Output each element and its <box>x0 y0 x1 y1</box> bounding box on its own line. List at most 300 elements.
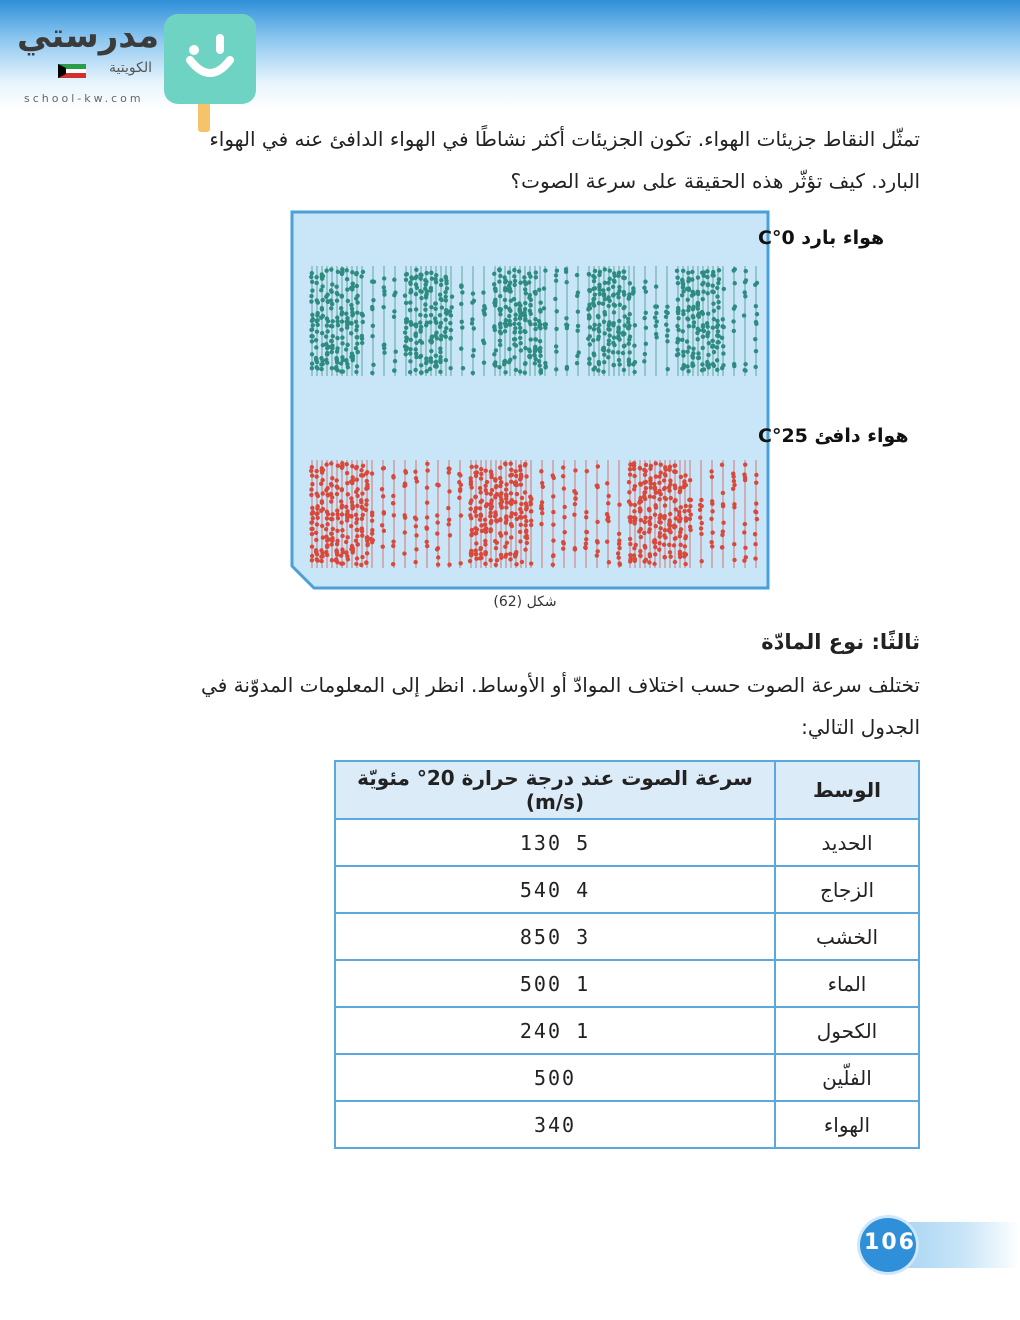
medium-cell: الفلّين <box>775 1054 919 1101</box>
molecule-dot <box>606 287 610 291</box>
molecule-dot <box>534 275 538 279</box>
molecule-dot <box>685 364 689 368</box>
molecule-dot <box>662 555 666 559</box>
molecule-dot <box>497 365 501 369</box>
molecule-dot <box>675 324 679 328</box>
molecule-dot <box>617 362 621 366</box>
molecule-dot <box>616 330 620 334</box>
molecule-dot <box>330 512 334 516</box>
molecule-dot <box>754 480 758 484</box>
molecule-dot <box>459 483 463 487</box>
molecule-dot <box>617 538 621 542</box>
molecule-dot <box>753 532 757 536</box>
molecule-dot <box>382 350 386 354</box>
molecule-dot <box>721 491 725 495</box>
molecule-dot <box>743 463 747 467</box>
molecule-dot <box>438 293 442 297</box>
molecule-dot <box>488 558 492 562</box>
molecule-dot <box>517 301 521 305</box>
molecule-dot <box>669 496 673 500</box>
molecule-dot <box>524 474 528 478</box>
molecule-dot <box>702 329 706 333</box>
molecule-dot <box>680 293 684 297</box>
molecule-dot <box>435 513 439 517</box>
molecule-dot <box>591 338 595 342</box>
molecule-dot <box>493 494 497 498</box>
molecule-dot <box>680 338 684 342</box>
molecule-dot <box>753 542 757 546</box>
molecule-dot <box>309 469 313 473</box>
molecule-dot <box>622 344 626 348</box>
molecule-dot <box>612 302 616 306</box>
molecule-dot <box>435 547 439 551</box>
molecule-dot <box>662 487 666 491</box>
molecule-dot <box>616 325 620 329</box>
molecule-dot <box>608 333 612 337</box>
molecule-dot <box>508 557 512 561</box>
molecule-dot <box>478 547 482 551</box>
molecule-dot <box>699 498 703 502</box>
molecule-dot <box>700 362 704 366</box>
molecule-dot <box>518 464 522 468</box>
molecule-dot <box>659 462 663 466</box>
molecule-dot <box>310 554 314 558</box>
molecule-dot <box>481 290 485 294</box>
molecule-dot <box>335 315 339 319</box>
molecule-dot <box>654 311 658 315</box>
molecule-dot <box>681 309 685 313</box>
molecule-dot <box>597 288 601 292</box>
molecule-dot <box>310 544 314 548</box>
molecule-dot <box>355 494 359 498</box>
molecule-dot <box>392 369 396 373</box>
molecule-dot <box>587 357 591 361</box>
molecule-dot <box>648 554 652 558</box>
molecule-dot <box>733 267 737 271</box>
molecule-dot <box>709 469 713 473</box>
molecule-dot <box>513 313 517 317</box>
molecule-dot <box>360 341 364 345</box>
molecule-dot <box>429 313 433 317</box>
molecule-dot <box>654 332 658 336</box>
molecule-dot <box>359 563 363 567</box>
molecule-dot <box>721 521 725 525</box>
molecule-dot <box>639 499 643 503</box>
molecule-dot <box>350 270 354 274</box>
molecule-dot <box>538 363 542 367</box>
molecule-dot <box>444 281 448 285</box>
molecule-dot <box>355 556 359 560</box>
molecule-dot <box>414 268 418 272</box>
molecule-dot <box>481 339 485 343</box>
molecule-dot <box>543 365 547 369</box>
molecule-dot <box>622 276 626 280</box>
molecule-dot <box>696 275 700 279</box>
molecule-dot <box>663 467 667 471</box>
molecule-dot <box>449 336 453 340</box>
molecule-dot <box>335 553 339 557</box>
molecule-dot <box>596 464 600 468</box>
molecule-dot <box>687 286 691 290</box>
molecule-dot <box>340 528 344 532</box>
molecule-dot <box>632 370 636 374</box>
molecule-dot <box>309 275 313 279</box>
molecule-dot <box>753 283 757 287</box>
molecule-dot <box>473 471 477 475</box>
molecule-dot <box>408 282 412 286</box>
molecule-dot <box>657 497 661 501</box>
kuwait-flag-icon <box>58 64 86 78</box>
molecule-dot <box>684 483 688 487</box>
molecule-dot <box>554 349 558 353</box>
molecule-dot <box>310 473 314 477</box>
molecule-dot <box>686 298 690 302</box>
molecule-dot <box>595 553 599 557</box>
molecule-dot <box>622 368 626 372</box>
molecule-dot <box>370 334 374 338</box>
molecule-dot <box>391 494 395 498</box>
molecule-dot <box>423 302 427 306</box>
molecule-dot <box>634 543 638 547</box>
molecule-dot <box>381 544 385 548</box>
molecule-dot <box>472 348 476 352</box>
molecule-dot <box>408 347 412 351</box>
molecule-dot <box>518 468 522 472</box>
molecule-dot <box>518 341 522 345</box>
molecule-dot <box>512 297 516 301</box>
molecule-dot <box>688 504 692 508</box>
molecule-dot <box>340 335 344 339</box>
molecule-dot <box>684 534 688 538</box>
molecule-dot <box>731 319 735 323</box>
molecule-dot <box>405 317 409 321</box>
molecule-dot <box>461 366 465 370</box>
molecule-dot <box>591 287 595 291</box>
molecule-dot <box>529 509 533 513</box>
molecule-dot <box>690 293 694 297</box>
molecule-dot <box>518 281 522 285</box>
molecule-dot <box>699 504 703 508</box>
molecule-dot <box>710 339 714 343</box>
molecule-dot <box>498 274 502 278</box>
molecule-dot <box>668 478 672 482</box>
molecule-dot <box>663 535 667 539</box>
molecule-dot <box>666 367 670 371</box>
molecule-dot <box>512 322 516 326</box>
molecule-dot <box>649 464 653 468</box>
speed-cell: 5 130 <box>335 819 775 866</box>
molecule-dot <box>712 309 716 313</box>
molecule-dot <box>711 290 715 294</box>
molecule-dot <box>354 328 358 332</box>
molecule-dot <box>314 469 318 473</box>
molecule-dot <box>564 322 568 326</box>
molecule-dot <box>642 359 646 363</box>
molecule-dot <box>489 506 493 510</box>
molecule-dot <box>324 550 328 554</box>
molecule-dot <box>573 468 577 472</box>
molecule-dot <box>484 504 488 508</box>
molecule-dot <box>361 464 365 468</box>
molecule-dot <box>371 363 375 367</box>
molecule-dot <box>543 361 547 365</box>
molecule-dot <box>537 359 541 363</box>
molecule-dot <box>414 524 418 528</box>
molecule-dot <box>382 346 386 350</box>
molecule-dot <box>672 543 676 547</box>
molecule-dot <box>673 463 677 467</box>
molecule-dot <box>391 475 395 479</box>
molecule-dot <box>541 485 545 489</box>
molecule-dot <box>682 551 686 555</box>
molecule-dot <box>715 286 719 290</box>
molecule-dot <box>489 475 493 479</box>
molecule-dot <box>344 540 348 544</box>
molecule-dot <box>355 517 359 521</box>
molecule-dot <box>653 503 657 507</box>
molecule-dot <box>591 301 595 305</box>
molecule-dot <box>360 337 364 341</box>
molecule-dot <box>480 499 484 503</box>
molecule-dot <box>675 340 679 344</box>
molecule-dot <box>335 299 339 303</box>
molecule-dot <box>370 371 374 375</box>
molecule-dot <box>668 550 672 554</box>
molecule-dot <box>683 562 687 566</box>
molecule-dot <box>498 338 502 342</box>
molecule-dot <box>720 336 724 340</box>
molecule-dot <box>433 301 437 305</box>
molecule-dot <box>606 349 610 353</box>
molecule-dot <box>380 487 384 491</box>
molecule-dot <box>627 337 631 341</box>
molecule-dot <box>439 283 443 287</box>
molecule-dot <box>643 469 647 473</box>
molecule-dot <box>499 491 503 495</box>
molecule-dot <box>743 368 747 372</box>
molecule-dot <box>685 316 689 320</box>
molecule-dot <box>325 351 329 355</box>
molecule-dot <box>519 502 523 506</box>
molecule-dot <box>355 335 359 339</box>
molecule-dot <box>309 299 313 303</box>
molecule-dot <box>712 350 716 354</box>
molecule-dot <box>473 509 477 513</box>
molecule-dot <box>633 484 637 488</box>
molecule-dot <box>381 494 385 498</box>
molecule-dot <box>577 350 581 354</box>
molecule-dot <box>732 558 736 562</box>
molecule-dot <box>425 540 429 544</box>
molecule-dot <box>499 480 503 484</box>
molecule-dot <box>498 517 502 521</box>
logo-url[interactable]: school-kw.com <box>24 92 144 105</box>
molecule-dot <box>444 308 448 312</box>
molecule-dot <box>425 468 429 472</box>
molecule-dot <box>340 294 344 298</box>
molecule-dot <box>563 505 567 509</box>
molecule-dot <box>314 345 318 349</box>
molecule-dot <box>493 510 497 514</box>
molecule-dot <box>533 361 537 365</box>
molecule-dot <box>616 350 620 354</box>
molecule-dot <box>310 352 314 356</box>
molecule-dot <box>314 557 318 561</box>
molecule-dot <box>647 520 651 524</box>
molecule-dot <box>493 299 497 303</box>
molecule-dot <box>710 499 714 503</box>
molecule-dot <box>351 312 355 316</box>
molecule-dot <box>676 328 680 332</box>
molecule-dot <box>606 304 610 308</box>
molecule-dot <box>631 286 635 290</box>
molecule-dot <box>700 270 704 274</box>
molecule-dot <box>664 315 668 319</box>
molecule-dot <box>460 320 464 324</box>
molecule-dot <box>519 472 523 476</box>
molecule-dot <box>508 322 512 326</box>
molecule-dot <box>504 482 508 486</box>
molecule-dot <box>643 516 647 520</box>
molecule-dot <box>346 299 350 303</box>
molecule-dot <box>711 284 715 288</box>
molecule-dot <box>325 323 329 327</box>
molecule-dot <box>685 339 689 343</box>
molecule-dot <box>683 473 687 477</box>
molecule-dot <box>679 475 683 479</box>
molecule-dot <box>391 562 395 566</box>
molecule-dot <box>434 353 438 357</box>
molecule-dot <box>532 353 536 357</box>
molecule-dot <box>413 516 417 520</box>
molecule-dot <box>687 324 691 328</box>
molecule-dot <box>525 541 529 545</box>
molecule-dot <box>415 286 419 290</box>
molecule-dot <box>310 482 314 486</box>
molecule-dot <box>682 479 686 483</box>
molecule-dot <box>483 312 487 316</box>
molecule-dot <box>447 489 451 493</box>
molecule-dot <box>638 508 642 512</box>
molecule-dot <box>366 542 370 546</box>
molecule-dot <box>692 320 696 324</box>
molecule-dot <box>469 498 473 502</box>
molecule-figure <box>290 210 909 590</box>
molecule-dot <box>588 325 592 329</box>
molecule-dot <box>710 544 714 548</box>
molecule-dot <box>314 358 318 362</box>
molecule-dot <box>330 542 334 546</box>
molecule-dot <box>509 502 513 506</box>
molecule-dot <box>329 267 333 271</box>
molecule-dot <box>470 321 474 325</box>
molecule-dot <box>627 295 631 299</box>
molecule-dot <box>716 323 720 327</box>
molecule-dot <box>429 271 433 275</box>
molecule-dot <box>434 331 438 335</box>
molecule-dot <box>715 368 719 372</box>
molecule-dot <box>518 309 522 313</box>
molecule-dot <box>677 510 681 514</box>
molecule-dot <box>606 295 610 299</box>
molecule-dot <box>444 326 448 330</box>
molecule-dot <box>524 528 528 532</box>
molecule-dot <box>349 496 353 500</box>
molecule-dot <box>409 338 413 342</box>
molecule-dot <box>424 525 428 529</box>
molecule-dot <box>551 563 555 567</box>
molecule-dot <box>606 515 610 519</box>
molecule-dot <box>340 534 344 538</box>
molecule-dot <box>325 516 329 520</box>
molecule-dot <box>418 329 422 333</box>
molecule-dot <box>732 329 736 333</box>
molecule-dot <box>642 531 646 535</box>
molecule-dot <box>676 281 680 285</box>
molecule-dot <box>533 327 537 331</box>
molecule-dot <box>429 360 433 364</box>
molecule-dot <box>370 307 374 311</box>
molecule-dot <box>489 469 493 473</box>
molecule-dot <box>364 498 368 502</box>
molecule-dot <box>311 323 315 327</box>
molecule-dot <box>414 347 418 351</box>
molecule-dot <box>428 339 432 343</box>
molecule-dot <box>494 485 498 489</box>
molecule-dot <box>320 306 324 310</box>
molecule-dot <box>538 339 542 343</box>
molecule-dot <box>329 531 333 535</box>
molecule-dot <box>523 330 527 334</box>
table-row <box>335 866 919 913</box>
molecule-dot <box>678 534 682 538</box>
molecule-dot <box>355 311 359 315</box>
molecule-dot <box>494 563 498 567</box>
molecule-dot <box>324 488 328 492</box>
molecule-dot <box>429 305 433 309</box>
molecule-dot <box>592 297 596 301</box>
molecule-dot <box>489 521 493 525</box>
molecule-dot <box>361 320 365 324</box>
molecule-dot <box>355 341 359 345</box>
molecule-dot <box>533 290 537 294</box>
molecule-dot <box>592 353 596 357</box>
molecule-dot <box>710 530 714 534</box>
molecule-dot <box>632 343 636 347</box>
molecule-dot <box>716 305 720 309</box>
molecule-dot <box>336 323 340 327</box>
molecule-dot <box>340 512 344 516</box>
molecule-dot <box>603 267 607 271</box>
molecule-dot <box>351 282 355 286</box>
molecule-dot <box>424 282 428 286</box>
table-row <box>335 960 919 1007</box>
molecule-dot <box>633 503 637 507</box>
molecule-dot <box>493 289 497 293</box>
molecule-dot <box>551 522 555 526</box>
molecule-dot <box>602 293 606 297</box>
molecule-dot <box>414 322 418 326</box>
molecule-dot <box>689 512 693 516</box>
site-logo[interactable] <box>17 12 270 132</box>
molecule-dot <box>678 530 682 534</box>
molecule-dot <box>513 317 517 321</box>
molecule-dot <box>612 280 616 284</box>
speed-cell: 1 500 <box>335 960 775 1007</box>
molecule-dot <box>616 551 620 555</box>
molecule-dot <box>424 323 428 327</box>
molecule-dot <box>573 502 577 506</box>
